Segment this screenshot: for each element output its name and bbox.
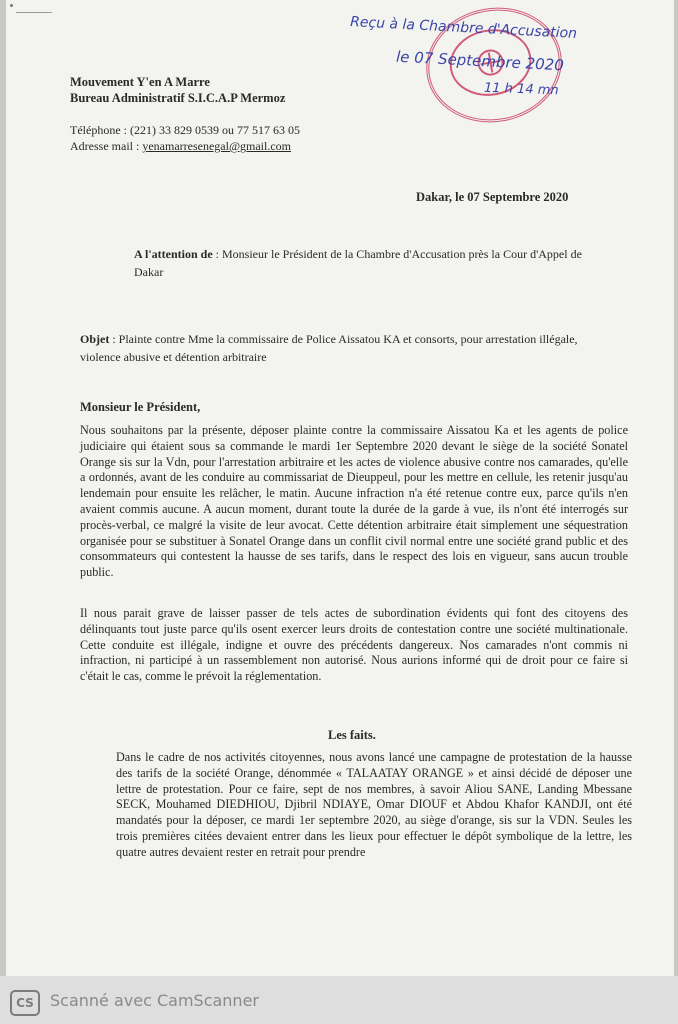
paragraph-gravity: Il nous parait grave de laisser passer de tels actes de subordination évidents qui font des citoyens des délinquants tout juste parce qu'ils osent exercer leurs droits de contestation contre une société multinationale. Cette conduite est illégale, indigne et ouvre des précédents dangereux. Nos camarades n'ont commis ni infraction, ni participé à un rassemblement non autorisé. Nous aurions informé qui de droit pour ce faire si c'était le cas, comme le prévoit la réglementation. xyxy=(80,606,628,684)
subject-text: : Plainte contre Mme la commissaire de Police Aissatou KA et consorts, pour arrestation illégale, violence abusive et détention arbitraire xyxy=(80,332,578,364)
sender-office: Bureau Administratif S.I.C.A.P Mermoz xyxy=(70,91,286,105)
phone-label: Téléphone : xyxy=(70,123,130,137)
contact-block xyxy=(70,122,300,154)
camscanner-logo-icon: CS xyxy=(10,990,40,1016)
attention-label: A l'attention de xyxy=(134,247,213,261)
subject-line xyxy=(80,330,590,366)
handwritten-time-note: 11 h 14 mn xyxy=(483,80,559,99)
scan-dot xyxy=(10,4,13,7)
scanned-page xyxy=(6,0,674,976)
paragraph-complaint: Nous souhaitons par la présente, déposer plainte contre la commissaire Aissatou Ka et les agents de police judiciaire qui étaient sous sa commande le mardi 1er Septembre 2020 devant le siège de la société Sonatel Orange sis sur la Vdn, pour l'arrestation arbitraire et les actes de violence abusive contre nos camarades, qu'elle a ordonnés, avant de les conduire au commissariat de Dieuppeul, pour les mettre en cellule, les retenir jusqu'au lendemain pour ensuite les relâcher, le matin. Aucune infraction n'a été retenue contre eux, parce qu'ils n'en avaient commis aucune. A aucun moment, durant toute la durée de la garde à vue, ils n'ont été interrogés sur procès-verbal, ce malgré la visite de leur avocat. Cette détention arbitraire était simplement une séquestration organisée pour se substituer à Sonatel Orange dans un conflit civil normal entre une société grand public et des consommateurs qui contestent la hausse de ses tarifs, dans le respect des lois en vigueur, sans aucun trouble public. xyxy=(80,423,628,580)
attention-line xyxy=(134,245,604,281)
sender-organization: Mouvement Y'en A Marre xyxy=(70,75,210,89)
phone-line xyxy=(70,122,300,138)
salutation: Monsieur le Président, xyxy=(80,400,201,414)
phone-number: (221) 33 829 0539 ou 77 517 63 05 xyxy=(129,123,300,137)
handwritten-received-note: Reçu à la Chambre d'Accusation xyxy=(349,14,578,42)
email-line xyxy=(70,138,300,154)
camscanner-label: Scanné avec CamScanner xyxy=(50,991,259,1010)
attention-text: : Monsieur le Président de la Chambre d'Accusation près la Cour d'Appel de Dakar xyxy=(134,247,582,279)
paragraph-facts: Dans le cadre de nos activités citoyennes, nous avons lancé une campagne de protestation de la hausse des tarifs de la société Orange, dénommée « TALAATAY ORANGE » et ainsi décidé de déposer une lettre de protestation. Pour ce faire, sept de nos membres, à savoir Aliou SANE, Landing Mbessane SECK, Mouhamed DIEDHIOU, Djibril NDIAYE, Omar DIOUF et Abdou Khafor KANDJI, ont été mandatés pour la déposer, ce mardi 1er septembre 2020, au siège d'orange, sis sur la VDN. Seules les trois premières citées devaient entrer dans les lieux pour effectuer le dépôt symbolique de la lettre, les quatre autres devaient rester en retrait pour prendre xyxy=(116,750,632,859)
subject-label: Objet xyxy=(80,332,110,346)
letter-date: Dakar, le 07 Septembre 2020 xyxy=(416,190,569,204)
facts-heading: Les faits. xyxy=(328,728,376,742)
email-label: Adresse mail : xyxy=(70,139,143,153)
camscanner-footer xyxy=(0,976,678,1024)
handwritten-date-note: le 07 Septembre 2020 xyxy=(395,47,565,75)
email-link[interactable]: yenamarresenegal@gmail.com xyxy=(142,139,291,153)
sender-block xyxy=(70,74,285,106)
scan-mark xyxy=(16,12,52,13)
